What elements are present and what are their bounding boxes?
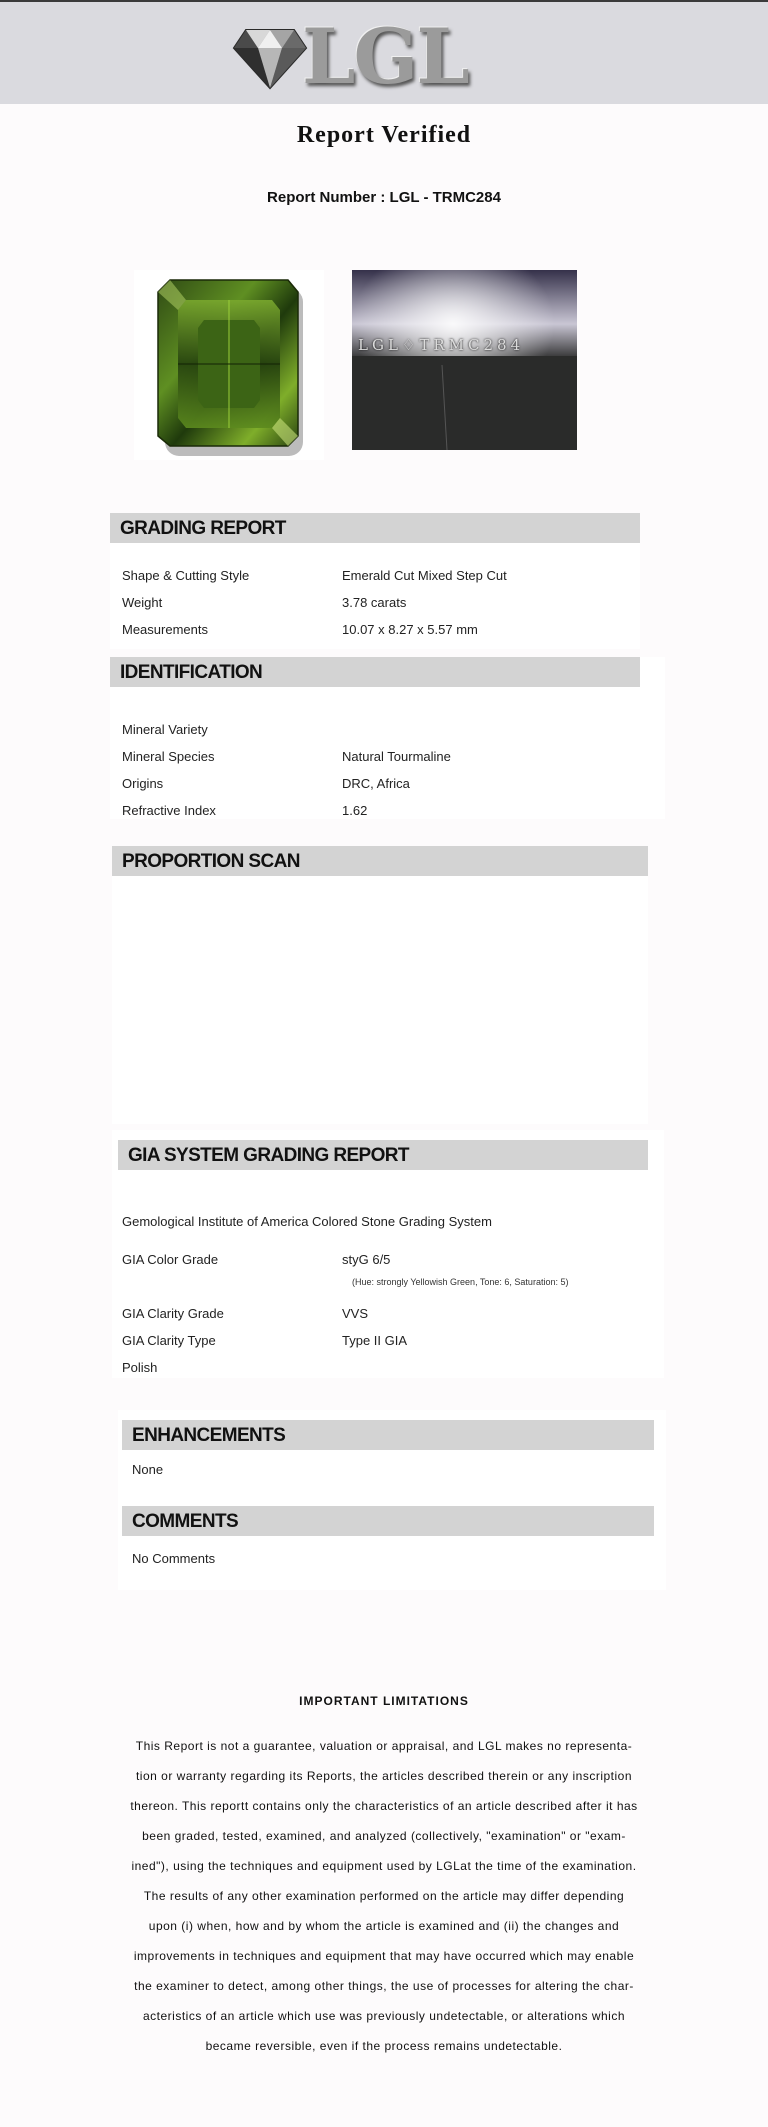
limitations-line: upon (i) when, how and by whom the article is examined and (ii) the changes and	[148, 1919, 620, 1933]
limitations-line: improvements in techniques and equipment that may have occurred which may enable	[133, 1949, 635, 1963]
limitations-line: acteristics of an article which use was previously undetectable, or alterations which	[142, 2009, 626, 2023]
grading-label: Shape & Cutting Style	[122, 568, 250, 583]
limitations-line: been graded, tested, examined, and analyzed (collectively, "examination" or "exam-	[142, 1829, 626, 1843]
logo-text: LGL	[302, 12, 468, 101]
gia-value: VVS	[342, 1306, 369, 1321]
comments-heading: COMMENTS	[122, 1506, 654, 1536]
proportion-panel	[112, 846, 648, 1124]
limitations-line: This Report is not a guarantee, valuation or appraisal, and LGL makes no representa-	[135, 1739, 633, 1753]
limitations-line: tion or warranty regarding its Reports, the articles described therein or any inscription	[135, 1769, 633, 1783]
gia-color-value: styG 6/5	[342, 1252, 391, 1267]
identification-label: Refractive Index	[122, 803, 216, 818]
limitations-line: became reversible, even if the process remains undetectable.	[205, 2039, 563, 2053]
limitations-line: the examiner to detect, among other things, the use of processes for altering the char-	[134, 1979, 634, 1993]
proportion-heading: PROPORTION SCAN	[112, 846, 648, 876]
identification-label: Mineral Species	[122, 749, 215, 764]
page-title: Report Verified	[296, 122, 472, 148]
gia-color-note: (Hue: strongly Yellowish Green, Tone: 6, Saturation: 5)	[352, 1277, 569, 1287]
identification-label: Origins	[122, 776, 164, 791]
grading-heading: GRADING REPORT	[110, 513, 640, 543]
gia-label: Polish	[122, 1360, 158, 1375]
limitations-line: The results of any other examination performed on the article may differ depending	[143, 1889, 625, 1903]
enhancements-heading: ENHANCEMENTS	[122, 1420, 654, 1450]
limitations-heading: IMPORTANT LIMITATIONS	[299, 1694, 469, 1708]
gia-label: GIA Clarity Type	[122, 1333, 216, 1348]
inscription-photo	[352, 270, 577, 450]
report-number: Report Number : LGL - TRMC284	[267, 189, 501, 206]
grading-value: Emerald Cut Mixed Step Cut	[342, 568, 507, 583]
identification-value: Natural Tourmaline	[342, 749, 451, 764]
gia-color-label: GIA Color Grade	[122, 1252, 219, 1267]
header-banner	[0, 2, 768, 104]
gemstone-photo	[134, 270, 324, 460]
grading-value: 3.78 carats	[342, 595, 407, 610]
limitations-line: thereon. This reportt contains only the characteristics of an article described after it has	[130, 1799, 638, 1813]
limitations-line: ined"), using the techniques and equipment used by LGLat the time of the examination.	[131, 1859, 637, 1873]
grading-value: 10.07 x 8.27 x 5.57 mm	[342, 622, 478, 637]
identification-value: 1.62	[342, 803, 368, 818]
identification-label: Mineral Variety	[122, 722, 208, 737]
gia-system-text: Gemological Institute of America Colored Stone Grading System	[122, 1214, 492, 1229]
identification-value: DRC, Africa	[342, 776, 410, 791]
grading-label: Measurements	[122, 622, 208, 637]
identification-heading: IDENTIFICATION	[110, 657, 640, 687]
comments-text: No Comments	[132, 1551, 216, 1566]
enhancements-text: None	[132, 1462, 164, 1477]
lgl-logo	[232, 12, 492, 101]
grading-label: Weight	[122, 595, 163, 610]
gia-value: Type II GIA	[342, 1333, 408, 1348]
inscription-text: LGL♢TRMC284	[358, 336, 525, 354]
gia-label: GIA Clarity Grade	[122, 1306, 224, 1321]
gia-heading: GIA SYSTEM GRADING REPORT	[118, 1140, 648, 1170]
diamond-icon	[232, 22, 308, 92]
